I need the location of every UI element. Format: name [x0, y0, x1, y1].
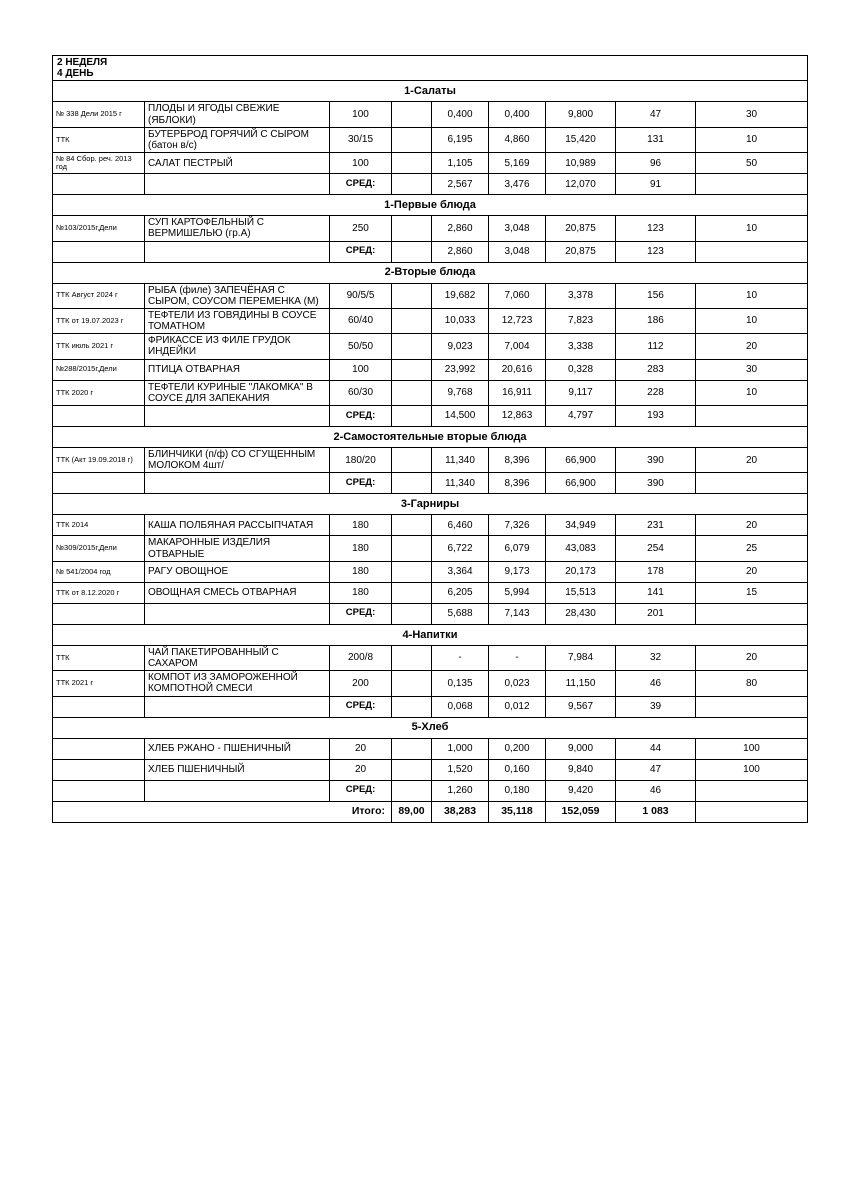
average-dish-blank — [145, 473, 330, 494]
recipe-code: № 541/2004 год — [53, 561, 145, 582]
recipe-code: ТТК от 8.12.2020 г — [53, 582, 145, 603]
portion-output: 60/40 — [330, 308, 392, 333]
value-price: 10 — [696, 216, 808, 241]
table-row — [53, 448, 808, 473]
value-calories: 156 — [616, 283, 696, 308]
average-label: СРЕД: — [330, 406, 392, 427]
value-fats: 20,616 — [489, 359, 546, 380]
average-calories: 193 — [616, 406, 696, 427]
document-title — [53, 56, 808, 81]
section-header-row — [53, 427, 808, 448]
value-carbs: 0,328 — [546, 359, 616, 380]
average-col-blank — [392, 473, 432, 494]
average-label: СРЕД: — [330, 696, 392, 717]
average-code-blank — [53, 473, 145, 494]
section-title: 4-Напитки — [53, 624, 808, 645]
col-blank — [392, 216, 432, 241]
value-carbs: 20,875 — [546, 216, 616, 241]
value-calories: 131 — [616, 127, 696, 152]
value-calories: 283 — [616, 359, 696, 380]
totals-value-1: 38,283 — [432, 801, 489, 822]
average-price — [696, 406, 808, 427]
dish-name: ХЛЕБ РЖАНО - ПШЕНИЧНЫЙ — [145, 738, 330, 759]
recipe-code: ТТК Август 2024 г — [53, 283, 145, 308]
value-proteins: 6,460 — [432, 515, 489, 536]
dish-name: СУП КАРТОФЕЛЬНЫЙ С ВЕРМИШЕЛЬЮ (гр.А) — [145, 216, 330, 241]
value-calories: 141 — [616, 582, 696, 603]
average-row — [53, 174, 808, 195]
value-price: 10 — [696, 380, 808, 405]
header-row — [53, 56, 808, 81]
col-blank — [392, 308, 432, 333]
average-dish-blank — [145, 696, 330, 717]
value-price: 100 — [696, 759, 808, 780]
recipe-code: № 338 Дели 2015 г — [53, 102, 145, 127]
value-carbs: 43,083 — [546, 536, 616, 561]
value-carbs: 3,378 — [546, 283, 616, 308]
col-blank — [392, 380, 432, 405]
value-calories: 254 — [616, 536, 696, 561]
portion-output: 50/50 — [330, 334, 392, 359]
table-row — [53, 308, 808, 333]
value-calories: 32 — [616, 645, 696, 670]
recipe-code: ТТК 2021 г — [53, 671, 145, 696]
value-proteins: 9,023 — [432, 334, 489, 359]
value-calories: 231 — [616, 515, 696, 536]
average-label: СРЕД: — [330, 473, 392, 494]
average-col-blank — [392, 174, 432, 195]
average-carbs: 66,900 — [546, 473, 616, 494]
average-label: СРЕД: — [330, 241, 392, 262]
average-carbs: 9,567 — [546, 696, 616, 717]
average-calories: 123 — [616, 241, 696, 262]
value-price: 25 — [696, 536, 808, 561]
average-row — [53, 696, 808, 717]
average-row — [53, 241, 808, 262]
table-row — [53, 561, 808, 582]
value-carbs: 11,150 — [546, 671, 616, 696]
value-fats: 7,004 — [489, 334, 546, 359]
value-carbs: 66,900 — [546, 448, 616, 473]
col-blank — [392, 645, 432, 670]
value-fats: 16,911 — [489, 380, 546, 405]
recipe-code: ТТК (Акт 19.09.2018 г) — [53, 448, 145, 473]
average-carbs: 28,430 — [546, 603, 616, 624]
table-row — [53, 582, 808, 603]
value-fats: 0,160 — [489, 759, 546, 780]
value-proteins: 1,105 — [432, 153, 489, 174]
value-calories: 47 — [616, 102, 696, 127]
average-fats: 3,476 — [489, 174, 546, 195]
recipe-code: ТТК — [53, 645, 145, 670]
dish-name: КОМПОТ ИЗ ЗАМОРОЖЕННОЙ КОМПОТНОЙ СМЕСИ — [145, 671, 330, 696]
value-carbs: 7,984 — [546, 645, 616, 670]
average-col-blank — [392, 696, 432, 717]
value-price: 10 — [696, 127, 808, 152]
portion-output: 180 — [330, 561, 392, 582]
average-col-blank — [392, 406, 432, 427]
title-day: 4 ДЕНЬ — [57, 68, 94, 80]
dish-name: БЛИНЧИКИ (п/ф) СО СГУЩЕННЫМ МОЛОКОМ 4шт/ — [145, 448, 330, 473]
value-carbs: 10,989 — [546, 153, 616, 174]
average-proteins: 2,567 — [432, 174, 489, 195]
average-fats: 8,396 — [489, 473, 546, 494]
value-carbs: 20,173 — [546, 561, 616, 582]
average-dish-blank — [145, 406, 330, 427]
value-proteins: 19,682 — [432, 283, 489, 308]
section-header-row — [53, 81, 808, 102]
value-fats: 0,200 — [489, 738, 546, 759]
value-carbs: 3,338 — [546, 334, 616, 359]
table-row — [53, 759, 808, 780]
recipe-code: ТТК июль 2021 г — [53, 334, 145, 359]
totals-value-4: 1 083 — [616, 801, 696, 822]
col-blank — [392, 582, 432, 603]
portion-output: 180 — [330, 515, 392, 536]
average-label: СРЕД: — [330, 603, 392, 624]
value-calories: 178 — [616, 561, 696, 582]
value-fats: 6,079 — [489, 536, 546, 561]
portion-output: 180 — [330, 582, 392, 603]
table-row — [53, 283, 808, 308]
value-proteins: 6,722 — [432, 536, 489, 561]
value-price: 30 — [696, 359, 808, 380]
portion-output: 100 — [330, 359, 392, 380]
average-proteins: 5,688 — [432, 603, 489, 624]
average-code-blank — [53, 780, 145, 801]
value-price: 30 — [696, 102, 808, 127]
col-blank — [392, 153, 432, 174]
average-label: СРЕД: — [330, 780, 392, 801]
value-fats: 0,023 — [489, 671, 546, 696]
portion-output: 200 — [330, 671, 392, 696]
value-carbs: 9,800 — [546, 102, 616, 127]
table-row — [53, 645, 808, 670]
col-blank — [392, 738, 432, 759]
value-carbs: 15,513 — [546, 582, 616, 603]
value-price: 20 — [696, 561, 808, 582]
value-proteins: 1,000 — [432, 738, 489, 759]
average-carbs: 9,420 — [546, 780, 616, 801]
dish-name: РАГУ ОВОЩНОЕ — [145, 561, 330, 582]
average-row — [53, 473, 808, 494]
average-proteins: 2,860 — [432, 241, 489, 262]
portion-output: 180/20 — [330, 448, 392, 473]
table-row — [53, 334, 808, 359]
average-code-blank — [53, 696, 145, 717]
average-proteins: 11,340 — [432, 473, 489, 494]
average-col-blank — [392, 241, 432, 262]
average-col-blank — [392, 780, 432, 801]
value-calories: 186 — [616, 308, 696, 333]
value-fats: 4,860 — [489, 127, 546, 152]
value-price: 100 — [696, 738, 808, 759]
value-price: 20 — [696, 515, 808, 536]
average-row — [53, 603, 808, 624]
average-carbs: 4,797 — [546, 406, 616, 427]
value-fats: 12,723 — [489, 308, 546, 333]
dish-name: ХЛЕБ ПШЕНИЧНЫЙ — [145, 759, 330, 780]
average-price — [696, 174, 808, 195]
value-proteins: 6,205 — [432, 582, 489, 603]
value-proteins: 0,135 — [432, 671, 489, 696]
average-price — [696, 473, 808, 494]
recipe-code — [53, 759, 145, 780]
average-carbs: 12,070 — [546, 174, 616, 195]
average-code-blank — [53, 241, 145, 262]
title-week: 2 НЕДЕЛЯ — [57, 57, 108, 68]
average-col-blank — [392, 603, 432, 624]
col-blank — [392, 359, 432, 380]
average-calories: 201 — [616, 603, 696, 624]
average-calories: 91 — [616, 174, 696, 195]
totals-value-2: 35,118 — [489, 801, 546, 822]
average-row — [53, 406, 808, 427]
col-blank — [392, 102, 432, 127]
value-calories: 390 — [616, 448, 696, 473]
average-dish-blank — [145, 241, 330, 262]
value-proteins: 0,400 — [432, 102, 489, 127]
value-proteins: 10,033 — [432, 308, 489, 333]
section-title: 2-Вторые блюда — [53, 262, 808, 283]
col-blank — [392, 759, 432, 780]
dish-name: ПЛОДЫ И ЯГОДЫ СВЕЖИЕ (ЯБЛОКИ) — [145, 102, 330, 127]
average-calories: 39 — [616, 696, 696, 717]
table-row — [53, 671, 808, 696]
col-blank — [392, 671, 432, 696]
value-fats: 5,169 — [489, 153, 546, 174]
section-header-row — [53, 624, 808, 645]
average-fats: 12,863 — [489, 406, 546, 427]
recipe-code — [53, 738, 145, 759]
col-blank — [392, 334, 432, 359]
dish-name: ТЕФТЕЛИ КУРИНЫЕ "ЛАКОМКА" В СОУСЕ ДЛЯ ЗАПЕКАНИЯ — [145, 380, 330, 405]
value-proteins: 9,768 — [432, 380, 489, 405]
value-calories: 112 — [616, 334, 696, 359]
dish-name: ПТИЦА ОТВАРНАЯ — [145, 359, 330, 380]
col-blank — [392, 536, 432, 561]
average-code-blank — [53, 603, 145, 624]
recipe-code: №309/2015г,Дели — [53, 536, 145, 561]
value-fats: 7,060 — [489, 283, 546, 308]
table-row — [53, 127, 808, 152]
totals-label: Итого: — [53, 801, 392, 822]
average-fats: 7,143 — [489, 603, 546, 624]
value-calories: 96 — [616, 153, 696, 174]
portion-output: 90/5/5 — [330, 283, 392, 308]
average-calories: 390 — [616, 473, 696, 494]
recipe-code: № 84 Сбор. реч. 2013 год — [53, 153, 145, 174]
recipe-code: ТТК 2014 — [53, 515, 145, 536]
value-carbs: 9,000 — [546, 738, 616, 759]
average-fats: 0,012 — [489, 696, 546, 717]
table-row — [53, 515, 808, 536]
average-proteins: 0,068 — [432, 696, 489, 717]
portion-output: 20 — [330, 759, 392, 780]
col-blank — [392, 515, 432, 536]
menu-table — [52, 55, 808, 823]
dish-name: МАКАРОННЫЕ ИЗДЕЛИЯ ОТВАРНЫЕ — [145, 536, 330, 561]
value-price: 80 — [696, 671, 808, 696]
value-carbs: 15,420 — [546, 127, 616, 152]
totals-row — [53, 801, 808, 822]
value-carbs: 9,117 — [546, 380, 616, 405]
table-row — [53, 738, 808, 759]
dish-name: САЛАТ ПЕСТРЫЙ — [145, 153, 330, 174]
value-price: 15 — [696, 582, 808, 603]
dish-name: БУТЕРБРОД ГОРЯЧИЙ С СЫРОМ (батон в/с) — [145, 127, 330, 152]
value-fats: 8,396 — [489, 448, 546, 473]
totals-value-5 — [696, 801, 808, 822]
value-price: 50 — [696, 153, 808, 174]
dish-name: ОВОЩНАЯ СМЕСЬ ОТВАРНАЯ — [145, 582, 330, 603]
value-calories: 228 — [616, 380, 696, 405]
average-label: СРЕД: — [330, 174, 392, 195]
average-code-blank — [53, 406, 145, 427]
value-calories: 123 — [616, 216, 696, 241]
section-header-row — [53, 494, 808, 515]
col-blank — [392, 561, 432, 582]
average-fats: 0,180 — [489, 780, 546, 801]
recipe-code: ТТК от 19.07.2023 г — [53, 308, 145, 333]
value-fats: - — [489, 645, 546, 670]
value-fats: 0,400 — [489, 102, 546, 127]
table-row — [53, 216, 808, 241]
value-price: 20 — [696, 448, 808, 473]
table-row — [53, 380, 808, 405]
totals-value-3: 152,059 — [546, 801, 616, 822]
recipe-code: ТТК 2020 г — [53, 380, 145, 405]
portion-output: 180 — [330, 536, 392, 561]
portion-output: 60/30 — [330, 380, 392, 405]
value-proteins: 6,195 — [432, 127, 489, 152]
value-carbs: 34,949 — [546, 515, 616, 536]
average-price — [696, 780, 808, 801]
section-title: 1-Первые блюда — [53, 195, 808, 216]
average-calories: 46 — [616, 780, 696, 801]
section-title: 1-Салаты — [53, 81, 808, 102]
section-header-row — [53, 717, 808, 738]
value-price: 10 — [696, 283, 808, 308]
portion-output: 30/15 — [330, 127, 392, 152]
value-calories: 47 — [616, 759, 696, 780]
portion-output: 200/8 — [330, 645, 392, 670]
value-proteins: 1,520 — [432, 759, 489, 780]
table-row — [53, 153, 808, 174]
value-fats: 9,173 — [489, 561, 546, 582]
value-fats: 5,994 — [489, 582, 546, 603]
value-price: 20 — [696, 334, 808, 359]
section-title: 5-Хлеб — [53, 717, 808, 738]
value-proteins: - — [432, 645, 489, 670]
average-carbs: 20,875 — [546, 241, 616, 262]
average-proteins: 14,500 — [432, 406, 489, 427]
value-price: 10 — [696, 308, 808, 333]
dish-name: РЫБА (филе) ЗАПЕЧЁНАЯ С СЫРОМ, СОУСОМ ПЕРЕМЕНКА (М) — [145, 283, 330, 308]
portion-output: 250 — [330, 216, 392, 241]
table-row — [53, 536, 808, 561]
value-calories: 44 — [616, 738, 696, 759]
value-proteins: 2,860 — [432, 216, 489, 241]
col-blank — [392, 283, 432, 308]
average-price — [696, 241, 808, 262]
recipe-code: №103/2015г,Дели — [53, 216, 145, 241]
average-dish-blank — [145, 174, 330, 195]
section-header-row — [53, 195, 808, 216]
value-calories: 46 — [616, 671, 696, 696]
value-fats: 3,048 — [489, 216, 546, 241]
value-fats: 7,326 — [489, 515, 546, 536]
value-proteins: 23,992 — [432, 359, 489, 380]
average-proteins: 1,260 — [432, 780, 489, 801]
recipe-code: ТТК — [53, 127, 145, 152]
section-header-row — [53, 262, 808, 283]
dish-name: ТЕФТЕЛИ ИЗ ГОВЯДИНЫ В СОУСЕ ТОМАТНОМ — [145, 308, 330, 333]
section-title: 2-Самостоятельные вторые блюда — [53, 427, 808, 448]
table-row — [53, 359, 808, 380]
portion-output: 100 — [330, 153, 392, 174]
dish-name: ФРИКАССЕ ИЗ ФИЛЕ ГРУДОК ИНДЕЙКИ — [145, 334, 330, 359]
average-dish-blank — [145, 603, 330, 624]
table-row — [53, 102, 808, 127]
value-carbs: 9,840 — [546, 759, 616, 780]
menu-sheet — [52, 55, 807, 823]
section-title: 3-Гарниры — [53, 494, 808, 515]
dish-name: КАША ПОЛБЯНАЯ РАССЫПЧАТАЯ — [145, 515, 330, 536]
average-price — [696, 603, 808, 624]
dish-name: ЧАЙ ПАКЕТИРОВАННЫЙ С САХАРОМ — [145, 645, 330, 670]
portion-output: 20 — [330, 738, 392, 759]
value-proteins: 11,340 — [432, 448, 489, 473]
value-price: 20 — [696, 645, 808, 670]
average-fats: 3,048 — [489, 241, 546, 262]
average-price — [696, 696, 808, 717]
portion-output: 100 — [330, 102, 392, 127]
average-row — [53, 780, 808, 801]
value-carbs: 7,823 — [546, 308, 616, 333]
col-blank — [392, 127, 432, 152]
col-blank — [392, 448, 432, 473]
average-dish-blank — [145, 780, 330, 801]
recipe-code: №288/2015г,Дели — [53, 359, 145, 380]
value-proteins: 3,364 — [432, 561, 489, 582]
totals-value-0: 89,00 — [392, 801, 432, 822]
average-code-blank — [53, 174, 145, 195]
